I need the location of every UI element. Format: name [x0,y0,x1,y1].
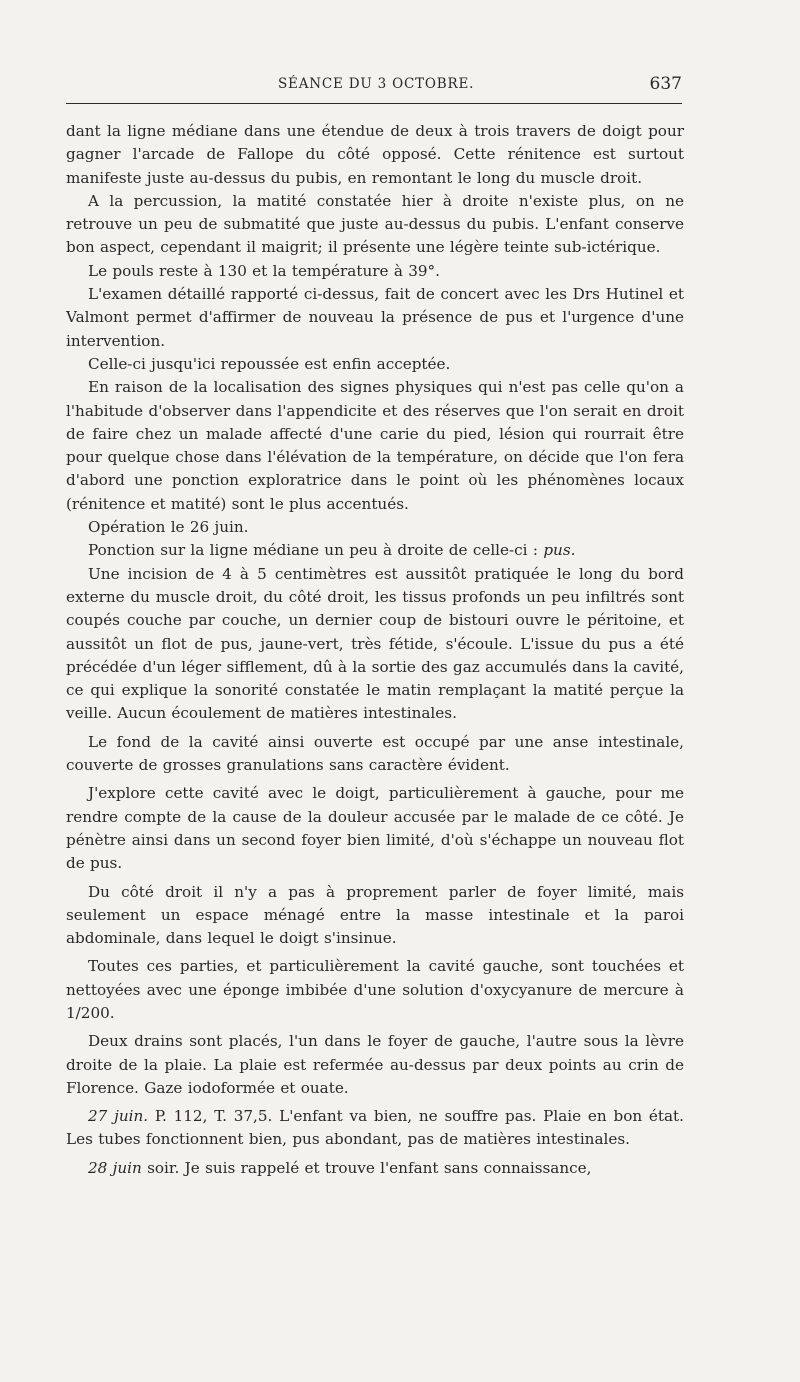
paragraph-16-date: 28 juin [88,1158,142,1177]
paragraph-8 [66,539,684,562]
paragraph-5: Celle-ci jusqu'ici repoussée est enfin acceptée. [88,354,451,373]
paragraph-16-text: soir. Je suis rappelé et trouve l'enfant sans connaissance, [141,1158,592,1177]
paragraph-11: J'explore cette cavité avec le doigt, particulièrement à gauche, pour me rendre compte de la cause de la douleur accusée par le malade de ce côté. Je pénètre ainsi dans un second foyer bien limité, d'où s'échappe un nouveau flot de pus. [66,784,684,873]
paragraph-7: Opération le 26 juin. [88,518,249,537]
body-text [66,120,684,1180]
running-title: SÉANCE DU 3 OCTOBRE. [278,76,475,92]
paragraph-12: Du côté droit il n'y a pas à proprement parler de foyer limité, mais seulement un espace ménagé entre la masse intestinale et la paroi abdominale, dans lequel le doigt s'insinue. [66,882,684,948]
paragraph-2: A la percussion, la matité constatée hier à droite n'existe plus, on ne retrouve un peu de submatité que juste au-dessus du pubis. L'enfant conserve bon aspect, cependant il maigrit; il présente une légère teinte sub-ictérique. [66,191,684,257]
paragraph-6: En raison de la localisation des signes physiques qui n'est pas celle qu'on a l'habitude d'observer dans l'appendicite et des réserves que l'on serait en droit de faire chez un malade affecté d'une carie du pied, lésion qui rourrait être pour quelque chose dans l'élévation de la température, on décide que l'on fera d'abord une ponction exploratrice dans le point où les phénomènes locaux (rénitence et matité) sont le plus accentués. [66,378,684,513]
paragraph-15-text: P. 112, T. 37,5. L'enfant va bien, ne souffre pas. Plaie en bon état. Les tubes fonctionnent bien, pus abondant, pas de matières intestinales. [66,1107,684,1149]
paragraph-16 [66,1157,684,1180]
page-number: 637 [649,74,682,94]
paragraph-10: Le fond de la cavité ainsi ouverte est occupé par une anse intestinale, couverte de grosses granulations sans caractère évident. [66,732,684,775]
paragraph-8-emphasis: pus. [543,541,576,560]
paragraph-8-text: Ponction sur la ligne médiane un peu à droite de celle-ci : [88,541,544,560]
paragraph-15 [66,1105,684,1152]
paragraph-3: Le pouls reste à 130 et la température à 39°. [88,261,440,280]
paragraph-15-date: 27 juin. [88,1107,149,1126]
page-header [66,74,682,98]
header-rule [66,103,682,104]
paragraph-14: Deux drains sont placés, l'un dans le foyer de gauche, l'autre sous la lèvre droite de la plaie. La plaie est refermée au-dessus par deux points au crin de Florence. Gaze iodoformée et ouate. [66,1032,684,1097]
paragraph-9: Une incision de 4 à 5 centimètres est aussitôt pratiquée le long du bord externe du muscle droit, du côté droit, les tissus profonds un peu infiltrés sont coupés couche par couche, un dernier coup de bistouri ouvre le péritoine, et aussitôt un flot de pus, jaune-vert, très fétide, s'écoule. L'issue du pus a été précédée d'un léger sifflement, dû à la sortie des gaz accumulés dans la cavité, ce qui explique la sonorité constatée le matin remplaçant la matité perçue la veille. Aucun écoulement de matières intestinales. [66,564,684,723]
paragraph-13: Toutes ces parties, et particulièrement la cavité gauche, sont touchées et nettoyées avec une éponge imbibée d'une solution d'oxycyanure de mercure à 1/200. [66,957,684,1022]
paragraph-1: dant la ligne médiane dans une étendue de deux à trois travers de doigt pour gagner l'arcade de Fallope du côté opposé. Cette rénitence est surtout manifeste juste au-dessus du pubis, en remontant le long du muscle droit. [66,122,684,187]
paragraph-4: L'examen détaillé rapporté ci-dessus, fait de concert avec les Drs Hutinel et Valmont permet d'affirmer de nouveau la présence de pus et l'urgence d'une intervention. [66,285,684,350]
